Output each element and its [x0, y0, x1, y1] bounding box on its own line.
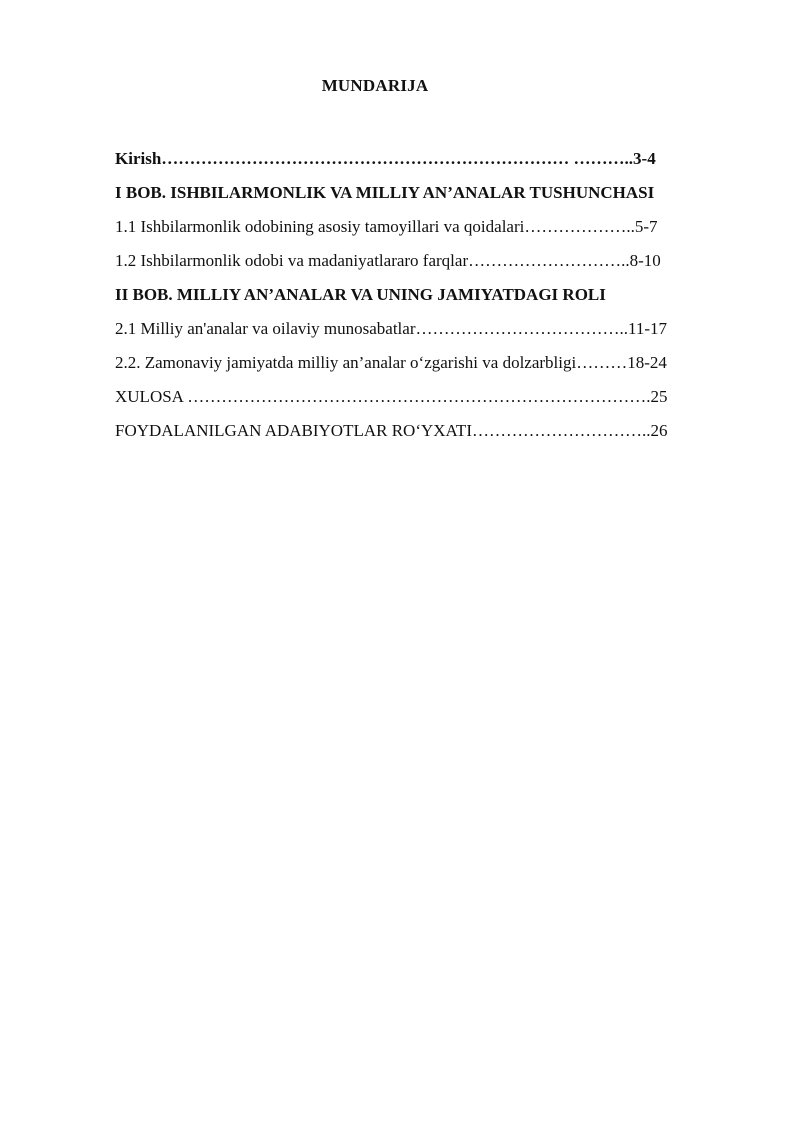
- page-title: MUNDARIJA: [321, 76, 429, 95]
- toc-entry-text: XULOSA ……………………………………………………………………….25: [115, 387, 668, 406]
- toc-entry-text: 1.2 Ishbilarmonlik odobi va madaniyatlararo farqlar………………………..8-10: [115, 251, 661, 270]
- toc-chapter-2: [115, 278, 727, 312]
- toc-entry-text: I BOB. ISHBILARMONLIK VA MILLIY AN’ANALAR TUSHUNCHASI: [115, 183, 655, 202]
- toc-entry-bibliography: [115, 414, 727, 448]
- toc-entry-text: 1.1 Ishbilarmonlik odobining asosiy tamoyillari va qoidalari………………..5-7: [115, 217, 658, 236]
- toc-entry-xulosa: [115, 380, 727, 414]
- toc-entry-text: II BOB. MILLIY AN’ANALAR VA UNING JAMIYATDAGI ROLI: [115, 285, 606, 304]
- table-of-contents: [115, 142, 727, 448]
- toc-entry-text: FOYDALANILGAN ADABIYOTLAR RO‘YXATI…………………………..26: [115, 421, 668, 440]
- toc-entry-kirish: [115, 142, 727, 176]
- toc-entry-text: 2.1 Milliy an'analar va oilaviy munosabatlar………………………………..11-17: [115, 319, 668, 338]
- toc-entry-text: Kirish……………………………………………………………… ………..3-4: [115, 149, 656, 168]
- toc-section-1-1: [115, 210, 727, 244]
- toc-section-2-2: [115, 346, 727, 380]
- toc-section-1-2: [115, 244, 727, 278]
- toc-section-2-1: [115, 312, 727, 346]
- toc-entry-text: 2.2. Zamonaviy jamiyatda milliy an’analar o‘zgarishi va dolzarbligi………18-24: [115, 353, 667, 372]
- toc-chapter-1: [115, 176, 727, 210]
